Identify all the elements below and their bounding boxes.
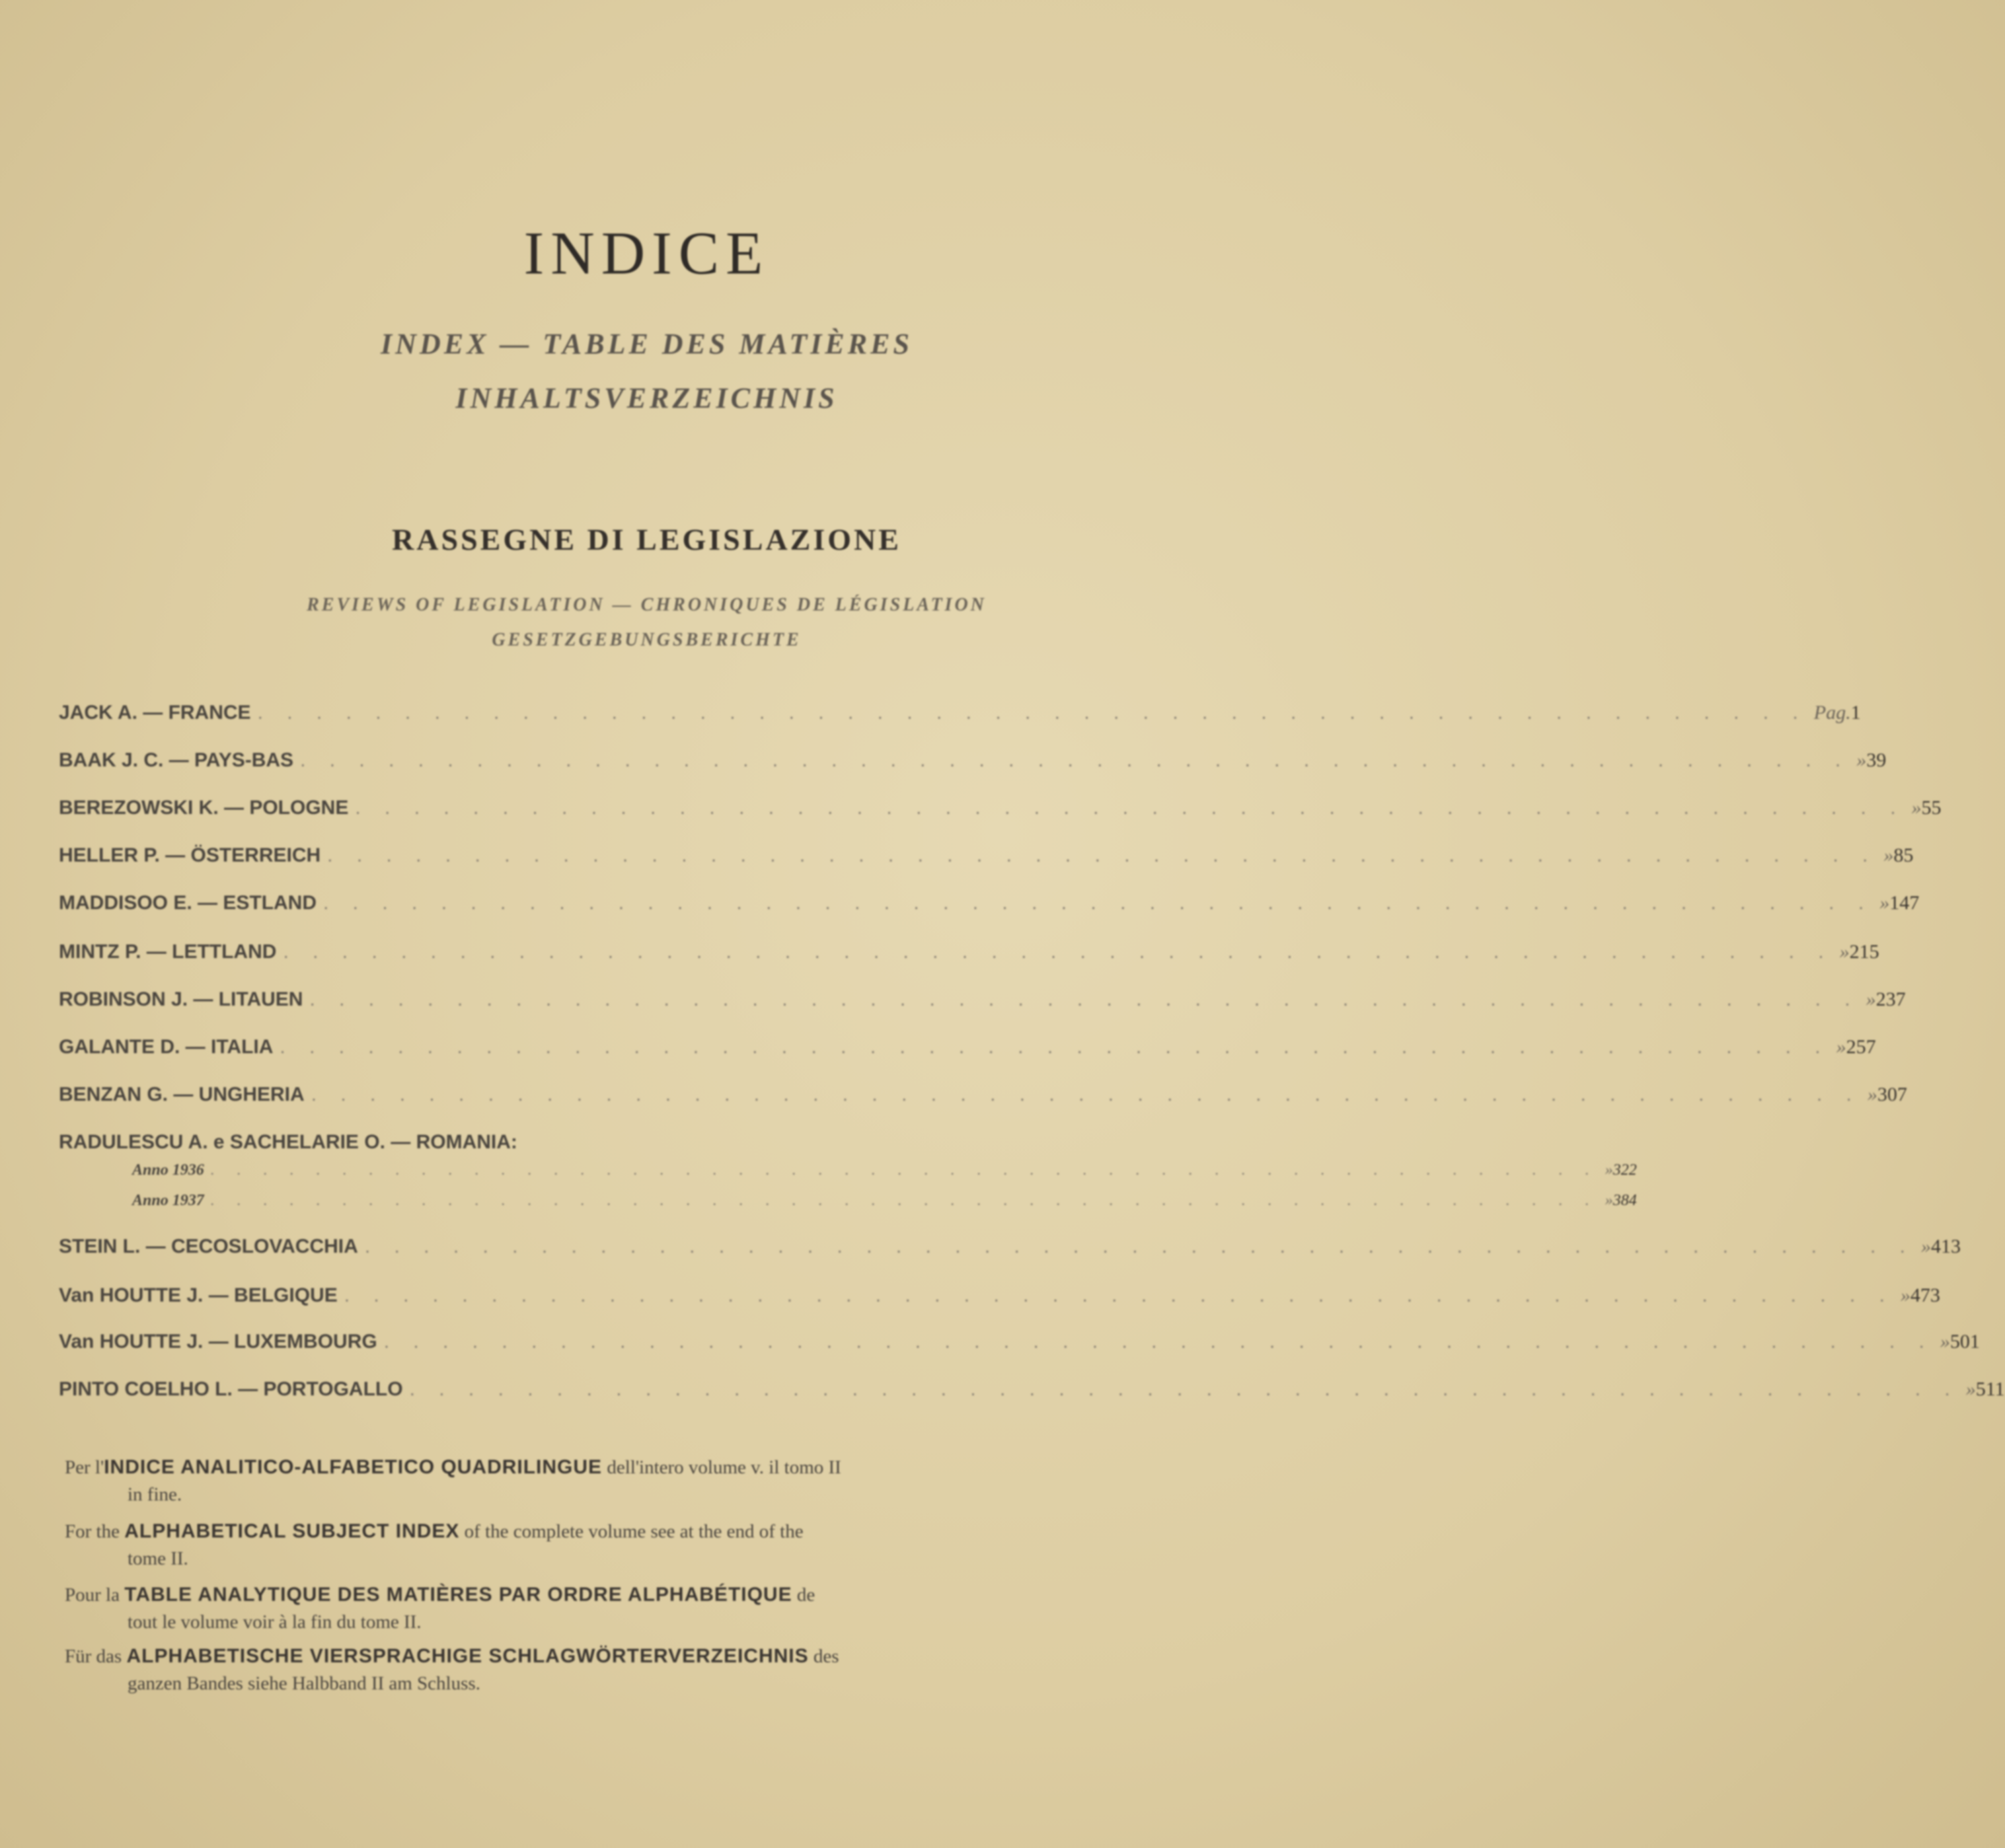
note-text: de	[792, 1584, 815, 1606]
entry-title: STEIN L. — CECOSLOVACCHIA	[59, 1236, 358, 1257]
section-title: RASSEGNE DI LEGISLAZIONE	[392, 523, 901, 556]
entry-title: Anno 1937	[132, 1192, 204, 1209]
page-marker: »	[1856, 749, 1867, 771]
entry-title: Van HOUTTE J. — BELGIQUE	[59, 1284, 338, 1306]
page-number: 237	[1875, 988, 1906, 1010]
entry-title: MADDISOO E. — ESTLAND	[59, 892, 317, 914]
page-number: 55	[1921, 797, 1942, 819]
toc-entry	[59, 892, 1920, 925]
toc-entry	[59, 988, 1906, 1021]
page-number: 147	[1889, 892, 1920, 914]
page-marker: »	[1883, 844, 1894, 866]
toc-entry	[59, 1036, 1876, 1069]
entry-title: Anno 1936	[132, 1162, 204, 1179]
page-number: 473	[1910, 1284, 1940, 1306]
note-text: des	[808, 1646, 839, 1667]
toc-entry	[59, 1284, 1940, 1317]
page-number: 1	[1850, 702, 1861, 723]
leader-dots: . . . . . . . . . . . . . . . . . . . . . . . . . . . . . . . . . . . . . . . . . . . . . . . . . . . . .	[327, 844, 1877, 866]
toc-entry	[59, 1378, 2005, 1411]
page-marker: »	[1605, 1162, 1613, 1179]
toc-entry	[132, 1192, 1637, 1225]
note-text: dell'intero volume v. il tomo II	[602, 1457, 841, 1478]
leader-dots: . . . . . . . . . . . . . . . . . . . . . . . . . . . . . . . . . . . . . . . . . . . . . . . . . . . . .	[311, 1084, 1861, 1105]
leader-dots: . . . . . . . . . . . . . . . . . . . . . . . . . . . . . . . . . . . . . . . . . . . . . . . . . . . . .	[257, 702, 1807, 723]
toc-entry	[59, 941, 1879, 974]
page-number: 85	[1893, 844, 1914, 866]
entry-title: BENZAN G. — UNGHERIA	[59, 1084, 305, 1105]
page-number: 501	[1949, 1331, 1980, 1352]
page-number: 39	[1866, 749, 1887, 771]
note-text: of the complete volume see at the end of the	[459, 1521, 804, 1542]
toc-entry	[59, 1331, 1980, 1364]
note-continuation: tome II.	[128, 1548, 188, 1569]
index-note	[65, 1643, 1155, 1697]
note-text: For the	[65, 1521, 125, 1542]
note-index-title: ALPHABETICAL SUBJECT INDEX	[124, 1520, 460, 1542]
page-marker: »	[1867, 1084, 1877, 1105]
section-subtitle-2: GESETZGEBUNGSBERICHTE	[492, 630, 802, 650]
leader-dots: . . . . . . . . . . . . . . . . . . . . . . . . . . . . . . . . . . . . . . . . . . . . . . . . . . . . .	[300, 749, 1850, 771]
leader-dots: . . . . . . . . . . . . . . . . . . . . . . . . . . . . . . . . . . . . . . . . . . . . . . . . . . . . .	[355, 797, 1905, 819]
entry-title: MINTZ P. — LETTLAND	[59, 941, 277, 963]
entry-title: BEREZOWSKI K. — POLOGNE	[59, 797, 349, 819]
page-number: 384	[1612, 1192, 1637, 1209]
leader-dots: . . . . . . . . . . . . . . . . . . . . . . . . . . . . . . . . . . . . . . . . . . . . . . . . . . . . .	[210, 1162, 1599, 1179]
page-number: 215	[1849, 941, 1879, 963]
page-marker: »	[1866, 988, 1876, 1010]
note-index-title: TABLE ANALYTIQUE DES MATIÈRES PAR ORDRE ALPHABÉTIQUE	[124, 1584, 792, 1606]
index-note	[65, 1581, 1155, 1636]
leader-dots: . . . . . . . . . . . . . . . . . . . . . . . . . . . . . . . . . . . . . . . . . . . . . . . . . . . . .	[210, 1192, 1599, 1209]
leader-dots: . . . . . . . . . . . . . . . . . . . . . . . . . . . . . . . . . . . . . . . . . . . . . . . . . . . . .	[323, 892, 1873, 914]
note-continuation: ganzen Bandes siehe Halbband II am Schluss.	[128, 1673, 480, 1694]
leader-dots: . . . . . . . . . . . . . . . . . . . . . . . . . . . . . . . . . . . . . . . . . . . . . . . . . . . . .	[309, 988, 1860, 1010]
leader-dots: . . . . . . . . . . . . . . . . . . . . . . . . . . . . . . . . . . . . . . . . . . . . . . . . . . . . .	[364, 1236, 1914, 1257]
page-number: 322	[1612, 1162, 1637, 1179]
entry-title: JACK A. — FRANCE	[59, 702, 251, 723]
toc-entry	[132, 1162, 1637, 1195]
page-marker: »	[1940, 1331, 1950, 1352]
page-marker: Pag.	[1813, 702, 1851, 723]
entry-title: Van HOUTTE J. — LUXEMBOURG	[59, 1331, 377, 1352]
page-number: 413	[1930, 1236, 1961, 1257]
entry-title: RADULESCU A. e SACHELARIE O. — ROMANIA:	[59, 1131, 517, 1153]
note-continuation: tout le volume voir à la fin du tome II.	[128, 1611, 422, 1633]
page-marker: »	[1605, 1192, 1613, 1209]
entry-title: GALANTE D. — ITALIA	[59, 1036, 274, 1058]
page-marker: »	[1900, 1284, 1910, 1306]
toc-entry-romania	[59, 1131, 1126, 1164]
page-number: 511	[1975, 1378, 2005, 1400]
page-subtitle-1: INDEX — TABLE DES MATIÈRES	[381, 328, 913, 360]
leader-dots: . . . . . . . . . . . . . . . . . . . . . . . . . . . . . . . . . . . . . . . . . . . . . . . . . . . . .	[280, 1036, 1830, 1058]
page-marker: »	[1839, 941, 1850, 963]
page-marker: »	[1965, 1378, 1976, 1400]
page-title: INDICE	[523, 219, 770, 287]
page-subtitle-2: INHALTSVERZEICHNIS	[455, 382, 838, 414]
page-marker: »	[1920, 1236, 1931, 1257]
leader-dots: . . . . . . . . . . . . . . . . . . . . . . . . . . . . . . . . . . . . . . . . . . . . . . . . . . . . .	[409, 1378, 1959, 1400]
index-note	[65, 1454, 1155, 1508]
note-continuation: in fine.	[128, 1484, 182, 1505]
toc-entry	[59, 1236, 1961, 1269]
section-subtitle-1: REVIEWS OF LEGISLATION — CHRONIQUES DE LÉGISLATION	[307, 595, 987, 615]
note-text: Pour la	[65, 1584, 125, 1606]
leader-dots: . . . . . . . . . . . . . . . . . . . . . . . . . . . . . . . . . . . . . . . . . . . . . . . . . . . . .	[383, 1331, 1934, 1352]
toc-entry	[59, 702, 1861, 735]
toc-entry	[59, 1084, 1907, 1117]
page-marker: »	[1836, 1036, 1846, 1058]
page-marker: »	[1911, 797, 1922, 819]
entry-title: BAAK J. C. — PAYS-BAS	[59, 749, 294, 771]
page-number: 307	[1877, 1084, 1907, 1105]
note-text: Per l'	[65, 1457, 104, 1478]
toc-entry	[59, 844, 1914, 877]
leader-dots: . . . . . . . . . . . . . . . . . . . . . . . . . . . . . . . . . . . . . . . . . . . . . . . . . . . . .	[344, 1284, 1894, 1306]
page-marker: »	[1879, 892, 1890, 914]
toc-entry	[59, 797, 1942, 830]
toc-entry	[59, 749, 1887, 782]
entry-title: PINTO COELHO L. — PORTOGALLO	[59, 1378, 403, 1400]
note-index-title: ALPHABETISCHE VIERSPRACHIGE SCHLAGWÖRTERVERZEICHNIS	[126, 1645, 809, 1667]
note-text: Für das	[65, 1646, 127, 1667]
entry-title: ROBINSON J. — LITAUEN	[59, 988, 303, 1010]
note-index-title: INDICE ANALITICO-ALFABETICO QUADRILINGUE	[104, 1456, 603, 1478]
index-note	[65, 1518, 1155, 1572]
entry-title: HELLER P. — ÖSTERREICH	[59, 844, 321, 866]
leader-dots: . . . . . . . . . . . . . . . . . . . . . . . . . . . . . . . . . . . . . . . . . . . . . . . . . . . . .	[283, 941, 1833, 963]
page-number: 257	[1846, 1036, 1876, 1058]
